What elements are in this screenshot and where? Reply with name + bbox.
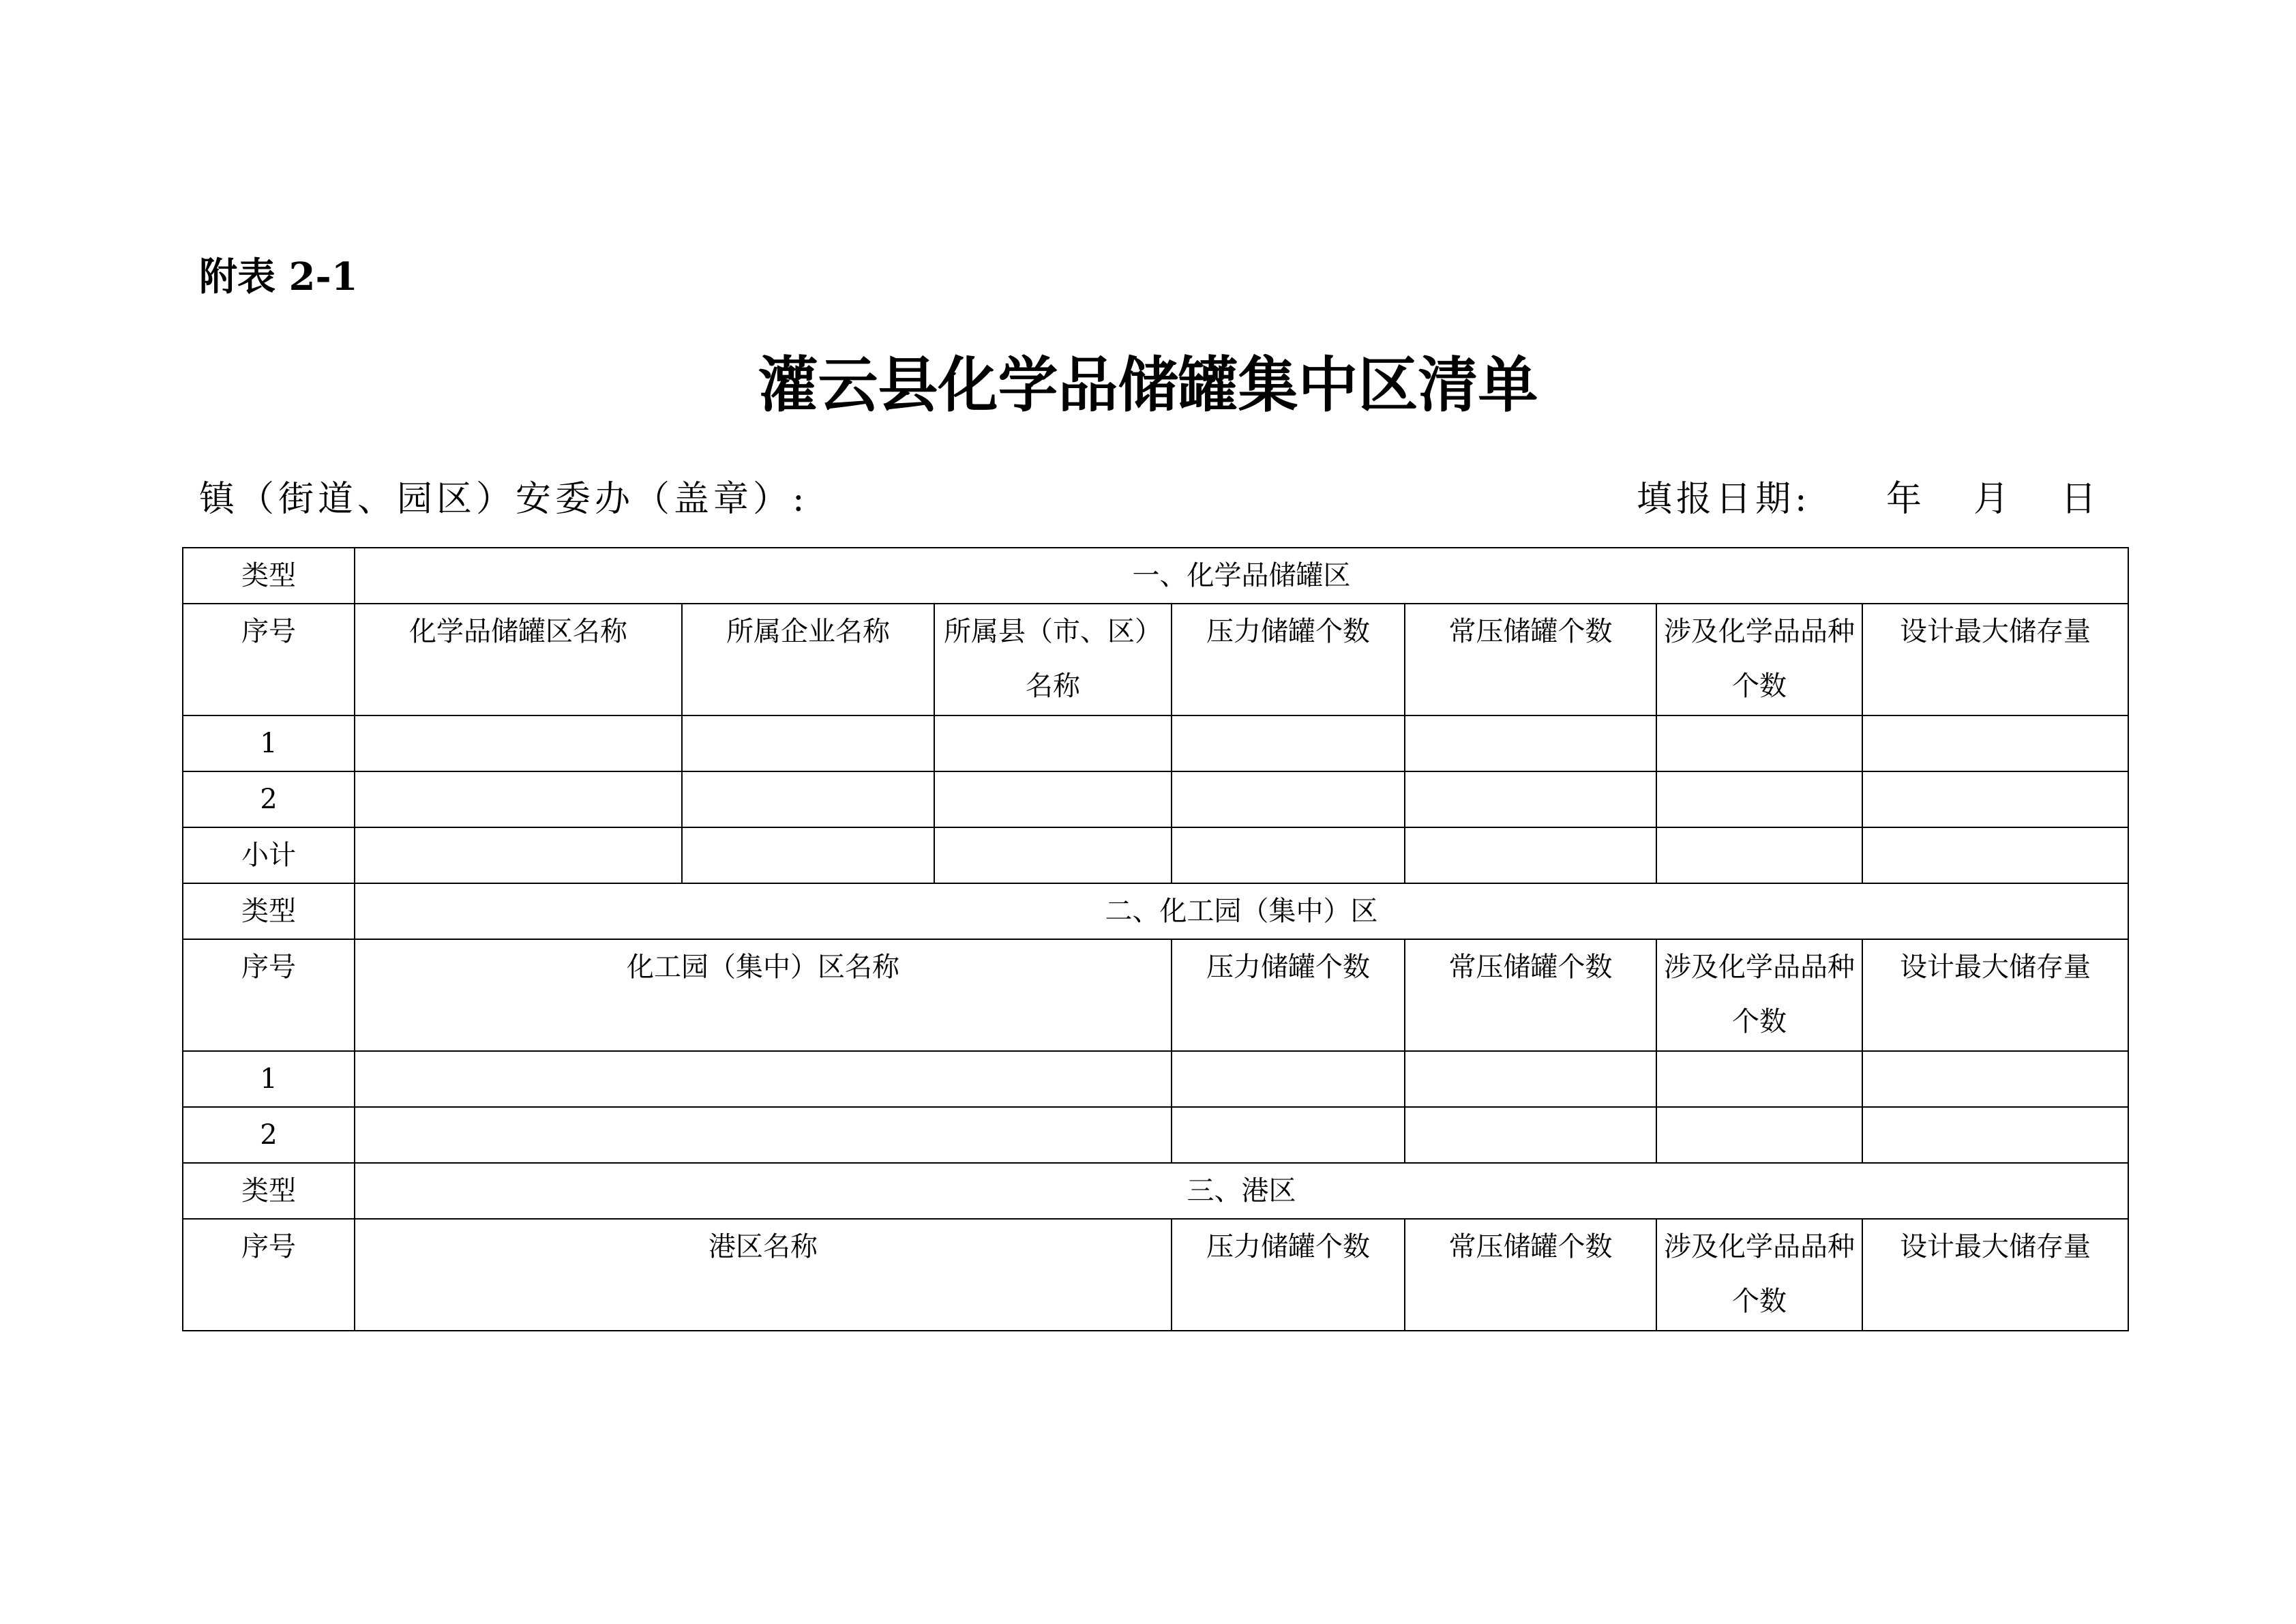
table-cell[interactable] xyxy=(1405,827,1656,883)
table-cell[interactable] xyxy=(682,827,934,883)
header-atmospheric-tanks: 常压储罐个数 xyxy=(1405,1219,1656,1331)
table-cell[interactable] xyxy=(1656,771,1862,827)
header-chemical-varieties-text: 涉及化学品品种个数 xyxy=(1664,616,1855,702)
fill-date-label: 填报日期: xyxy=(1637,479,1811,520)
table-cell[interactable] xyxy=(1656,715,1862,771)
header-county-name-text: 所属县（市、区）名称 xyxy=(944,616,1162,702)
table-cell[interactable] xyxy=(1862,1051,2128,1107)
page-title: 灌云县化学品储罐集中区清单 xyxy=(758,349,1538,420)
header-pressure-tanks: 压力储罐个数 xyxy=(1172,939,1405,1051)
table-cell[interactable] xyxy=(934,827,1172,883)
table-cell[interactable] xyxy=(1172,827,1405,883)
table-cell[interactable] xyxy=(682,715,934,771)
type-label: 类型 xyxy=(183,548,355,604)
table-cell[interactable] xyxy=(355,715,682,771)
table-cell[interactable] xyxy=(1172,715,1405,771)
table-cell[interactable] xyxy=(1656,827,1862,883)
table-cell[interactable] xyxy=(355,771,682,827)
table-cell[interactable] xyxy=(934,771,1172,827)
header-atmospheric-tanks: 常压储罐个数 xyxy=(1405,939,1656,1051)
table-cell[interactable] xyxy=(1172,1051,1405,1107)
header-chemical-varieties xyxy=(1656,604,1862,715)
section1-title: 一、化学品储罐区 xyxy=(355,548,2128,604)
date-month-label: 月 xyxy=(1973,479,2013,520)
row-seq: 2 xyxy=(183,771,355,827)
subtotal-row xyxy=(183,827,2128,883)
table-cell[interactable] xyxy=(1862,827,2128,883)
table-cell[interactable] xyxy=(355,1107,1172,1163)
section2-type-row xyxy=(183,883,2128,939)
table-cell[interactable] xyxy=(1656,1107,1862,1163)
table-cell[interactable] xyxy=(1862,771,2128,827)
storage-tank-table xyxy=(182,547,2129,1331)
section3-title: 三、港区 xyxy=(355,1163,2128,1219)
header-max-storage: 设计最大储存量 xyxy=(1862,1219,2128,1331)
header-tank-area-name: 化学品储罐区名称 xyxy=(355,604,682,715)
table-cell[interactable] xyxy=(682,771,934,827)
table-cell[interactable] xyxy=(1405,1051,1656,1107)
type-label: 类型 xyxy=(183,883,355,939)
header-pressure-tanks: 压力储罐个数 xyxy=(1172,604,1405,715)
header-atmospheric-tanks: 常压储罐个数 xyxy=(1405,604,1656,715)
row-seq: 1 xyxy=(183,715,355,771)
header-port-name: 港区名称 xyxy=(355,1219,1172,1331)
seq-header: 序号 xyxy=(183,1219,355,1331)
table-cell[interactable] xyxy=(1172,1107,1405,1163)
header-county-name xyxy=(934,604,1172,715)
subtotal-label: 小计 xyxy=(183,827,355,883)
header-park-name: 化工园（集中）区名称 xyxy=(355,939,1172,1051)
table-row xyxy=(183,715,2128,771)
header-pressure-tanks: 压力储罐个数 xyxy=(1172,1219,1405,1331)
date-year-label: 年 xyxy=(1885,479,1926,520)
header-max-storage: 设计最大储存量 xyxy=(1862,939,2128,1051)
section1-type-row xyxy=(183,548,2128,604)
type-label: 类型 xyxy=(183,1163,355,1219)
date-day-label: 日 xyxy=(2060,479,2100,520)
header-chemical-varieties-text: 涉及化学品品种个数 xyxy=(1664,1231,1855,1317)
table-cell[interactable] xyxy=(1405,771,1656,827)
section1-header-row xyxy=(183,604,2128,715)
unit-seal-label: 镇（街道、园区）安委办（盖章）: xyxy=(199,479,809,520)
table-cell[interactable] xyxy=(1862,1107,2128,1163)
table-cell[interactable] xyxy=(1405,1107,1656,1163)
table-cell[interactable] xyxy=(355,1051,1172,1107)
fill-date xyxy=(1637,479,2100,520)
table-row xyxy=(183,1107,2128,1163)
table-cell[interactable] xyxy=(1656,1051,1862,1107)
section2-header-row xyxy=(183,939,2128,1051)
header-company-name: 所属企业名称 xyxy=(682,604,934,715)
header-chemical-varieties xyxy=(1656,939,1862,1051)
table-cell[interactable] xyxy=(1405,715,1656,771)
table-cell[interactable] xyxy=(934,715,1172,771)
section3-header-row xyxy=(183,1219,2128,1331)
table-row xyxy=(183,1051,2128,1107)
table-row xyxy=(183,771,2128,827)
table-cell[interactable] xyxy=(355,827,682,883)
section2-title: 二、化工园（集中）区 xyxy=(355,883,2128,939)
table-cell[interactable] xyxy=(1172,771,1405,827)
table-cell[interactable] xyxy=(1862,715,2128,771)
header-chemical-varieties xyxy=(1656,1219,1862,1331)
seq-header: 序号 xyxy=(183,939,355,1051)
row-seq: 2 xyxy=(183,1107,355,1163)
header-max-storage: 设计最大储存量 xyxy=(1862,604,2128,715)
seq-header: 序号 xyxy=(183,604,355,715)
row-seq: 1 xyxy=(183,1051,355,1107)
section3-type-row xyxy=(183,1163,2128,1219)
annex-label: 附表 2-1 xyxy=(199,254,358,299)
header-chemical-varieties-text: 涉及化学品品种个数 xyxy=(1664,951,1855,1037)
